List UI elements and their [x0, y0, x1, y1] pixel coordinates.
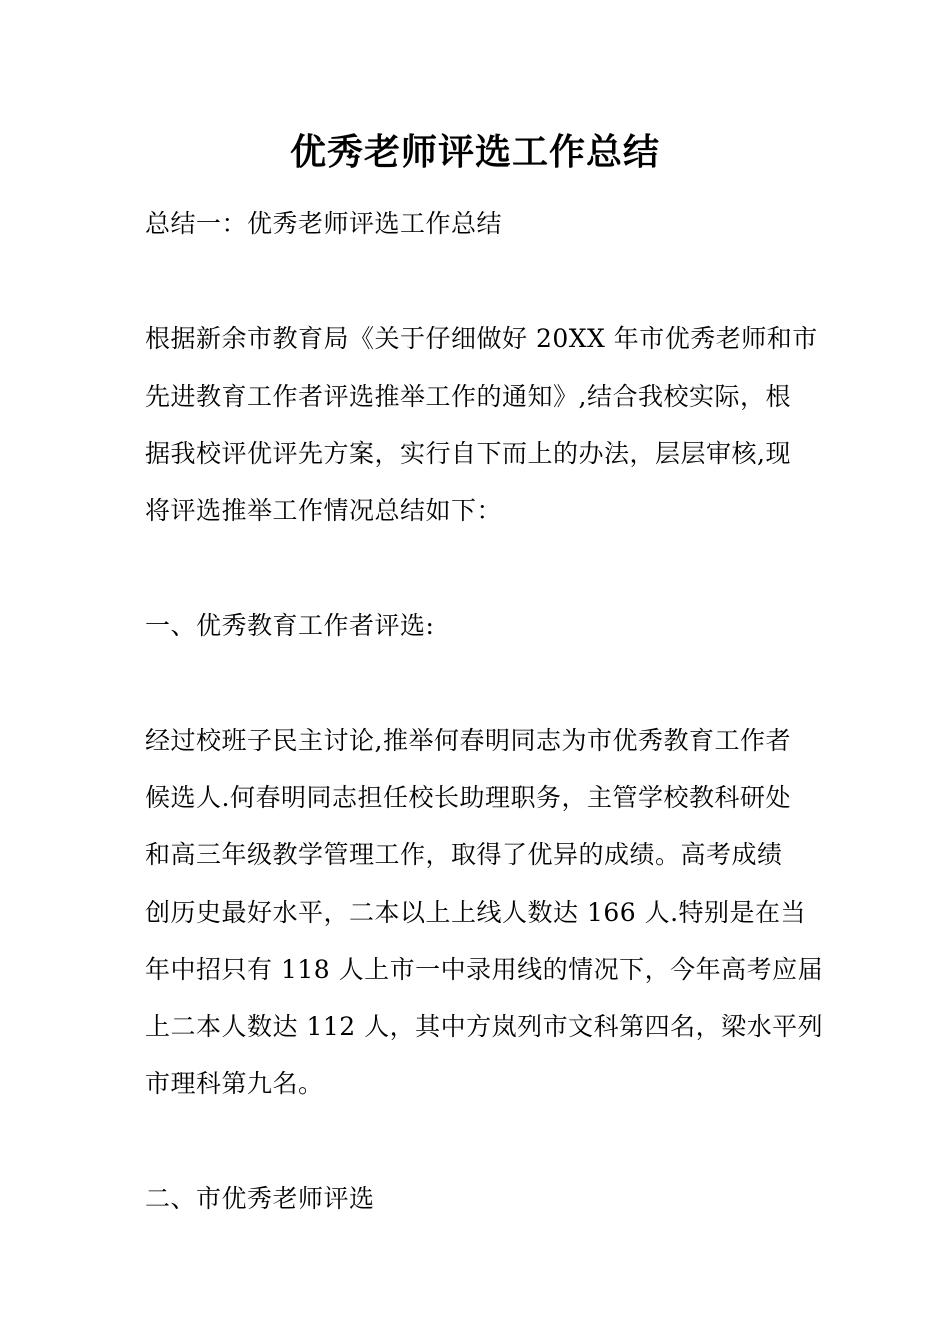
section1-line-5: 年中招只有 118 人上市一中录用线的情况下，今年高考应届	[145, 955, 824, 984]
section1-line-2: 候选人.何春明同志担任校长助理职务，主管学校教科研处	[145, 783, 791, 812]
intro-line-3: 据我校评优评先方案，实行自下而上的办法，层层审核,现	[145, 439, 791, 468]
intro-line-2: 先进教育工作者评选推举工作的通知》,结合我校实际，根	[145, 382, 791, 411]
section2-heading: 二、市优秀老师评选	[145, 1184, 375, 1213]
section1-line-6: 上二本人数达 112 人，其中方岚列市文科第四名，梁水平列	[145, 1012, 824, 1041]
section1-heading: 一、优秀教育工作者评选:	[145, 611, 435, 640]
intro-line-1: 根据新余市教育局《关于仔细做好 20XX 年市优秀老师和市	[145, 324, 818, 353]
section1-line-7: 市理科第九名。	[145, 1069, 324, 1098]
section1-line-3: 和高三年级教学管理工作，取得了优异的成绩。高考成绩	[145, 840, 783, 869]
subtitle: 总结一：优秀老师评选工作总结	[145, 209, 503, 238]
document-title: 优秀老师评选工作总结	[289, 131, 660, 173]
section1-line-1: 经过校班子民主讨论,推举何春明同志为市优秀教育工作者	[145, 726, 791, 755]
section1-line-4: 创历史最好水平，二本以上上线人数达 166 人.特别是在当	[145, 898, 807, 927]
intro-line-4: 将评选推举工作情况总结如下：	[145, 496, 503, 525]
